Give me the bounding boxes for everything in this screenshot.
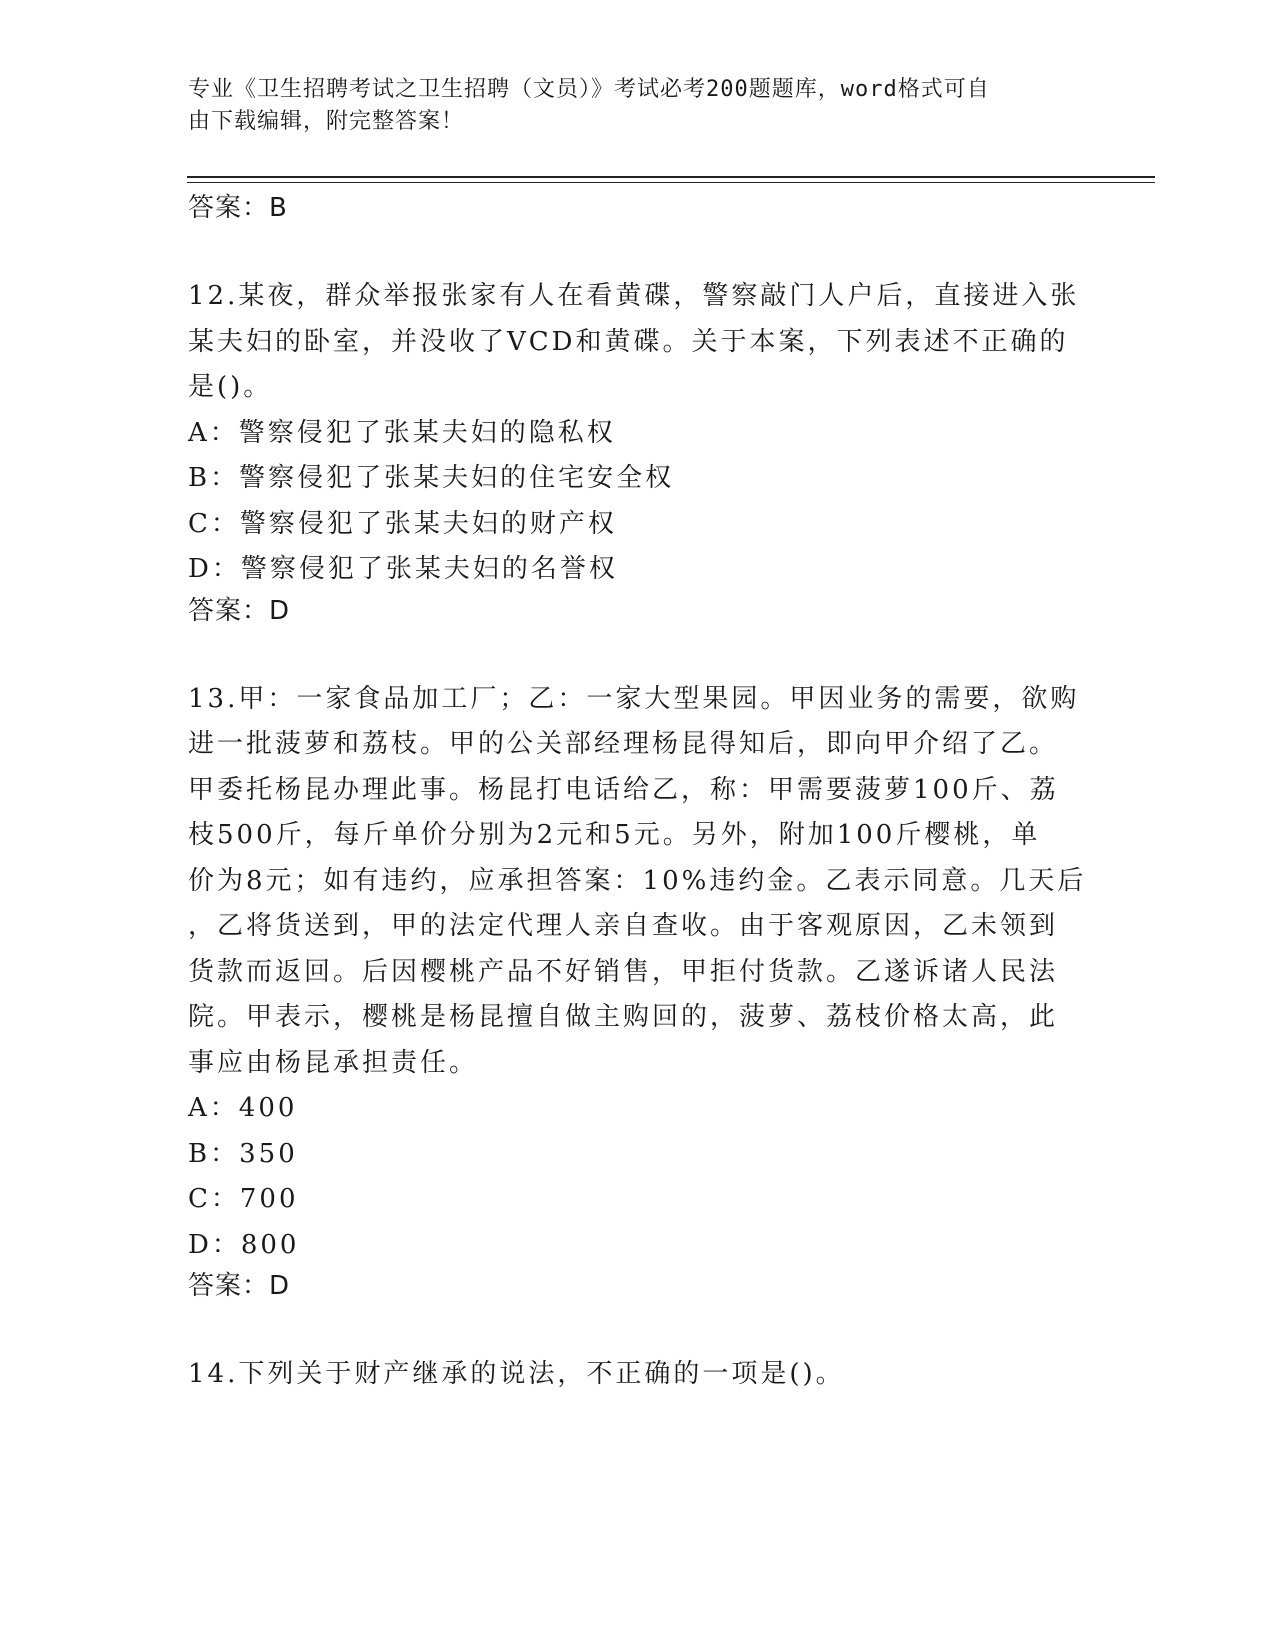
header-rule-thin [187,182,1155,183]
question-answer: 答案：D [188,1271,291,1301]
spacer [188,629,1088,677]
document-header [188,74,1088,138]
question-stem-line: ，乙将货送到，甲的法定代理人亲自查收。由于客观原因，乙未领到 [188,911,1059,941]
header-line-1: 专业《卫生招聘考试之卫生招聘（文员）》考试必考200题题库，word格式可自 [188,77,990,102]
option-a: A：警察侵犯了张某夫妇的隐私权 [188,417,616,448]
question-stem-line: 14.下列关于财产继承的说法，不正确的一项是()。 [188,1359,845,1389]
question-stem-line: 13.甲：一家食品加工厂；乙：一家大型果园。甲因业务的需要，欲购 [188,683,1080,714]
previous-question-answer: 答案：B [188,193,288,223]
question-stem-line: 货款而返回。后因樱桃产品不好销售，甲拒付货款。乙遂诉诸人民法 [188,956,1059,987]
option-b: B：350 [188,1138,298,1169]
header-rule-thick [187,176,1155,178]
header-line-2: 由下载编辑，附完整答案！ [188,109,465,134]
option-d: D：警察侵犯了张某夫妇的名誉权 [188,554,618,584]
question-stem-line: 进一批菠萝和荔枝。甲的公关部经理杨昆得知后，即向甲介绍了乙。 [188,729,1059,759]
option-b: B：警察侵犯了张某夫妇的住宅安全权 [188,463,675,493]
question-stem-line: 事应由杨昆承担责任。 [188,1047,479,1078]
question-stem-line: 某夫妇的卧室，并没收了VCD和黄碟。关于本案，下列表述不正确的 [188,326,1069,357]
option-c: C：700 [188,1184,299,1214]
spacer [188,1304,1088,1352]
question-stem-line: 12.某夜，群众举报张家有人在看黄碟，警察敲门人户后，直接进入张 [188,281,1080,311]
option-a: A：400 [188,1093,298,1123]
question-stem-line: 是()。 [188,372,273,402]
question-stem-line: 甲委托杨昆办理此事。杨昆打电话给乙，称：甲需要菠萝100斤、荔 [188,774,1059,805]
question-14 [188,1352,1088,1398]
question-stem-line: 枝500斤，每斤单价分别为2元和5元。另外，附加100斤樱桃，单 [188,820,1041,850]
document-body [188,190,1088,1398]
question-stem-line: 价为8元；如有违约，应承担答案：10%违约金。乙表示同意。几天后 [188,865,1087,896]
question-answer: 答案：D [188,595,291,626]
option-c: C：警察侵犯了张某夫妇的财产权 [188,508,617,539]
question-13 [188,677,1088,1305]
spacer [188,226,1088,274]
question-12 [188,274,1088,629]
option-d: D：800 [188,1229,300,1260]
question-stem-line: 院。甲表示，樱桃是杨昆擅自做主购回的，菠萝、荔枝价格太高，此 [188,1002,1059,1032]
